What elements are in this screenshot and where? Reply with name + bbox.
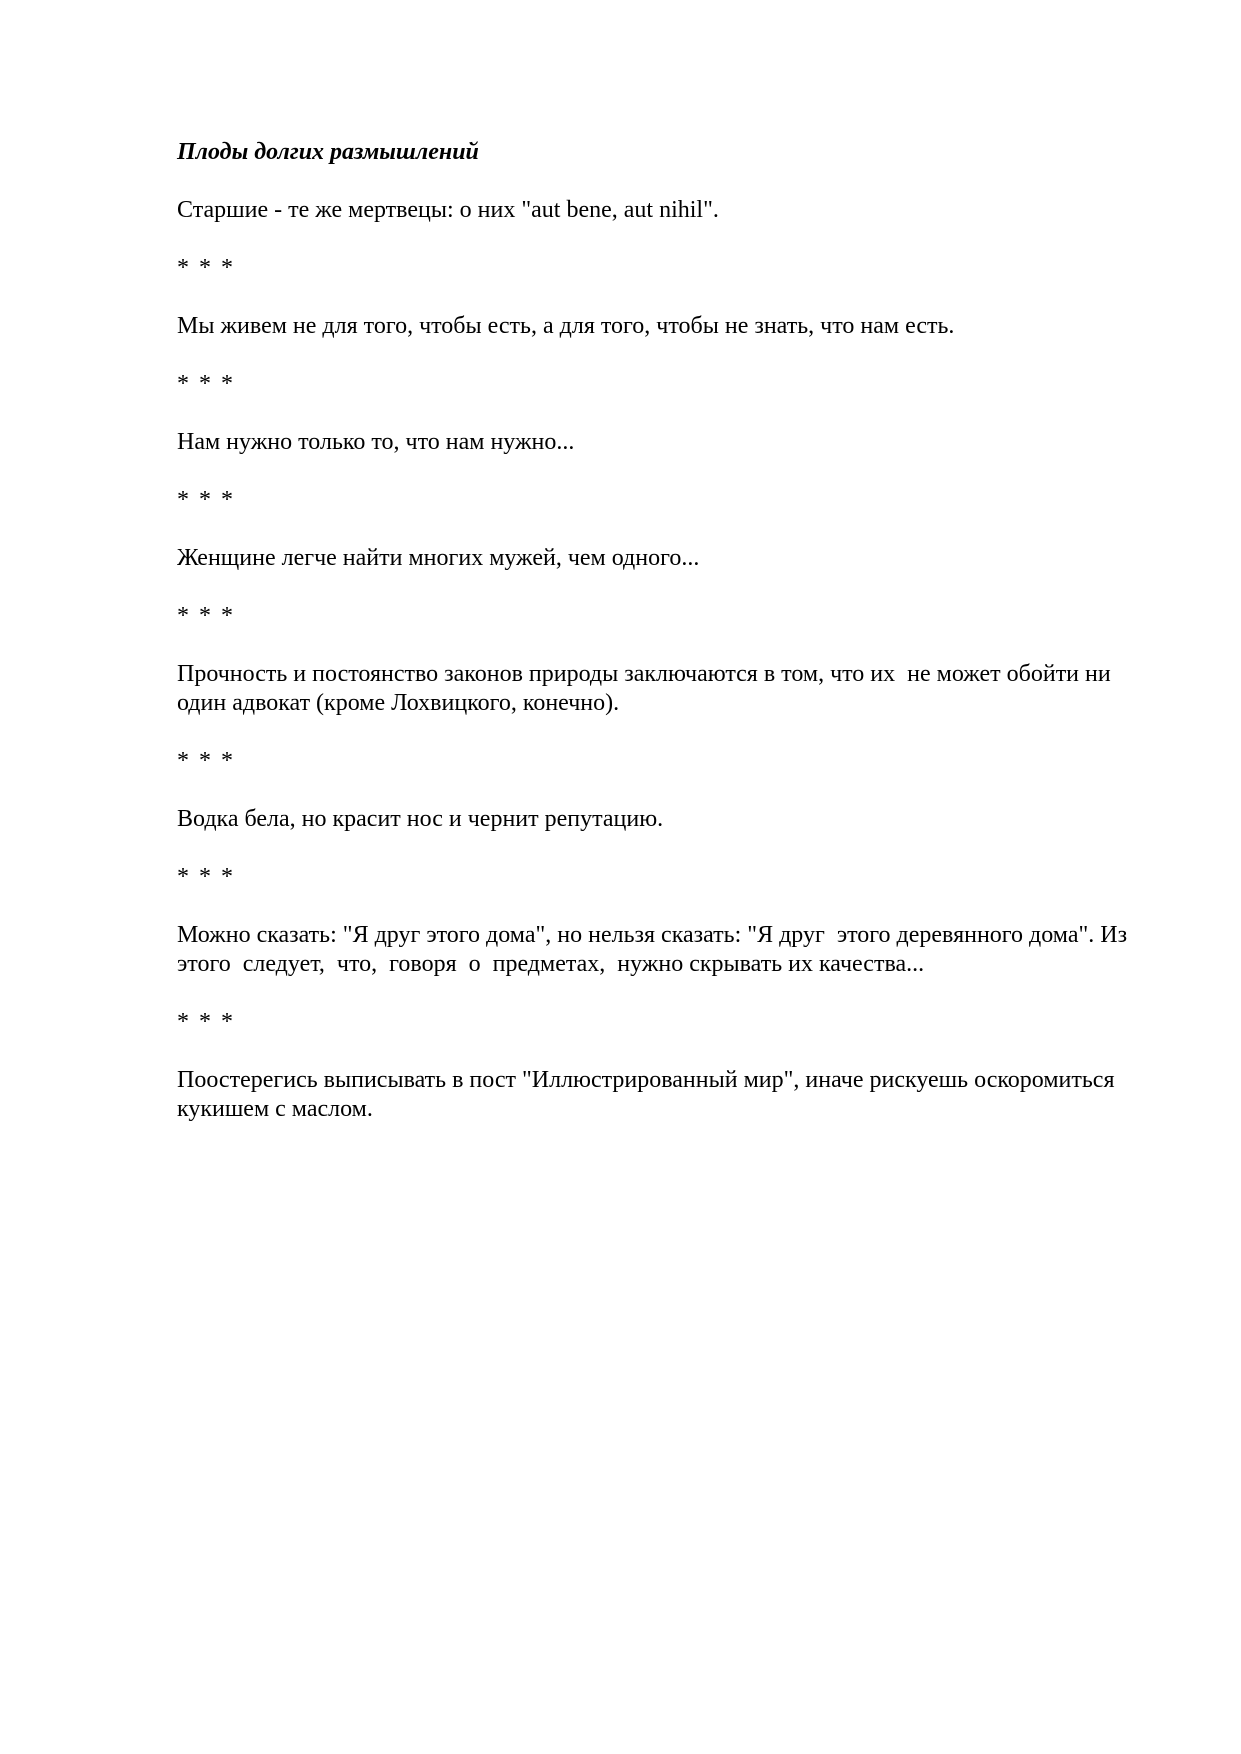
paragraph: Мы живем не для того, чтобы есть, а для того, чтобы не знать, что нам есть. (177, 313, 955, 339)
section-separator: * * * (177, 487, 235, 513)
section-separator: * * * (177, 603, 235, 629)
section-separator: * * * (177, 1009, 235, 1035)
paragraph: Старшие - те же мертвецы: о них "aut bene, aut nihil". (177, 197, 719, 223)
document-title: Плоды долгих размышлений (177, 139, 479, 165)
section-separator: * * * (177, 371, 235, 397)
section-separator: * * * (177, 864, 235, 890)
section-separator: * * * (177, 255, 235, 281)
paragraph: Водка бела, но красит нос и чернит репутацию. (177, 806, 664, 832)
paragraph: Женщине легче найти многих мужей, чем одного... (177, 545, 700, 571)
paragraph: Можно сказать: "Я друг этого дома", но нельзя сказать: "Я друг этого деревянного дома". Из этого следует, что, говоря о предметах, нужно скрывать их качества... (177, 922, 1140, 977)
paragraph: Поостерегись выписывать в пост "Иллюстрированный мир", иначе рискуешь оскоромиться кукишем с маслом. (177, 1067, 1121, 1122)
section-separator: * * * (177, 748, 235, 774)
paragraph: Прочность и постоянство законов природы заключаются в том, что их не может обойти ни один адвокат (кроме Лохвицкого, конечно). (177, 661, 1117, 716)
paragraph: Нам нужно только то, что нам нужно... (177, 429, 575, 455)
document-body (177, 138, 1157, 1153)
